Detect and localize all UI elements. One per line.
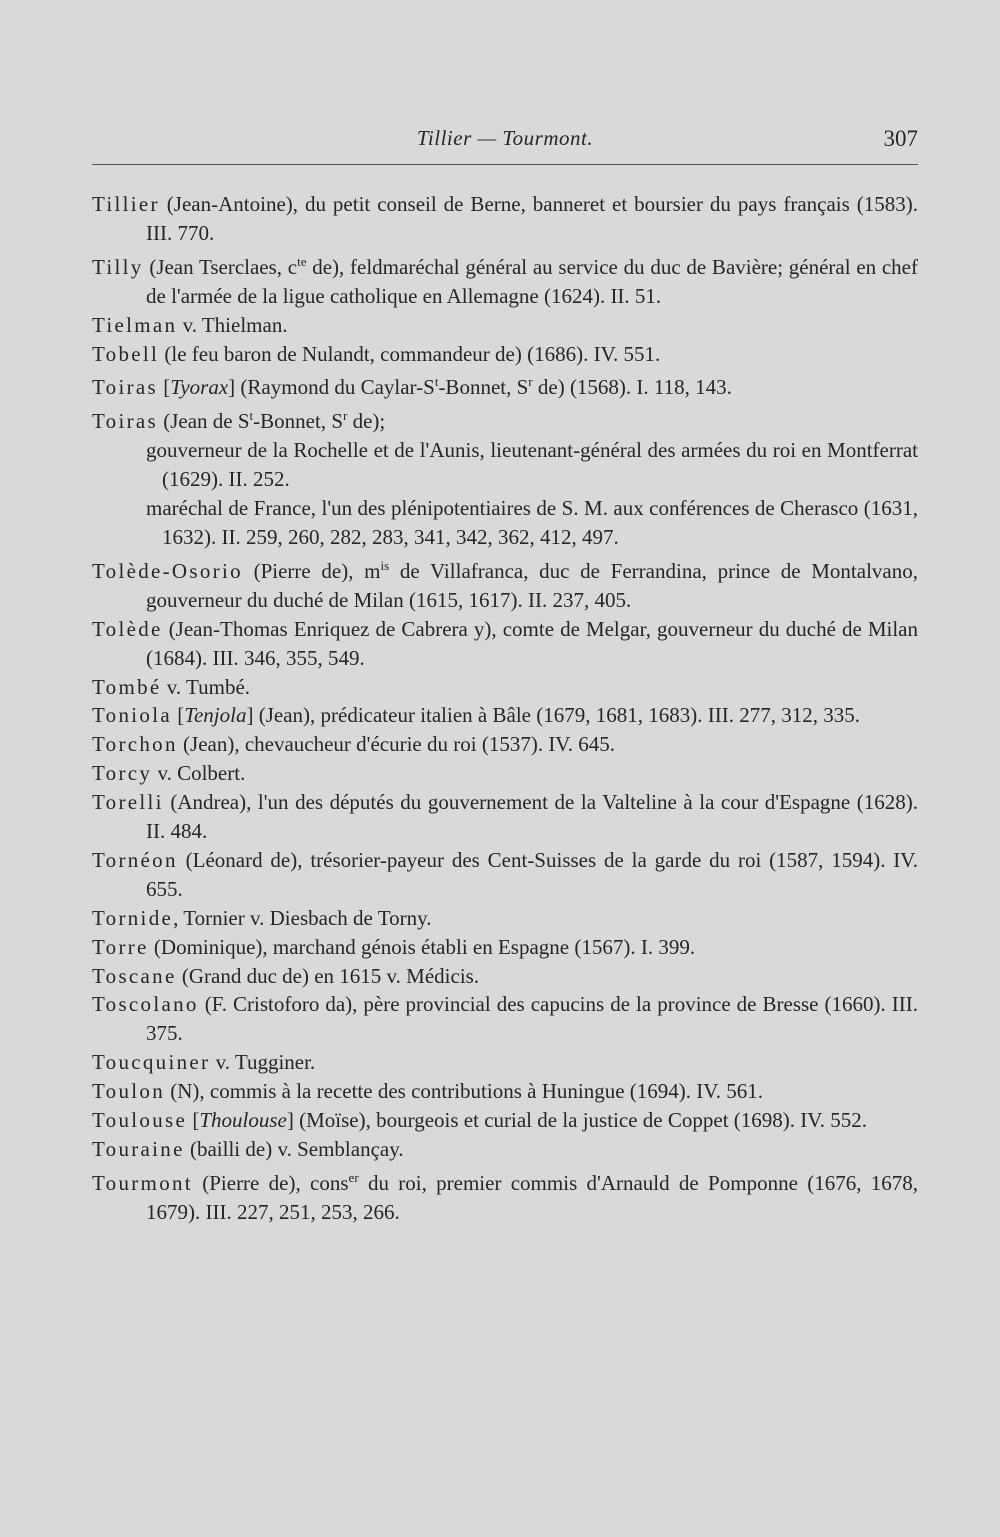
entry-headword: Toulon	[92, 1079, 165, 1104]
index-entry	[92, 788, 918, 846]
entry-headword: Toulouse	[92, 1108, 188, 1133]
entry-headword: Tornide	[92, 905, 174, 930]
entry-text: (Pierre de), m	[242, 558, 381, 583]
sub-entry: maréchal de France, l'un des plénipotentiaires de S. M. aux conférences de Cherasco (1631, 1632). II. 259, 260, 282, 283, 341, 342, 362, 412, 497.	[146, 496, 918, 549]
entry-headword: Torchon	[92, 732, 178, 757]
entry-headword: Toiras	[92, 409, 158, 434]
entry-text: de);	[347, 409, 386, 434]
entry-text: (Grand duc de) en 1615 v. Médicis.	[176, 963, 480, 988]
entry-text: (bailli de) v. Semblançay.	[184, 1137, 404, 1161]
index-entry	[92, 1135, 918, 1164]
entry-text: , Tornier v. Diesbach de Torny.	[173, 905, 432, 930]
index-entry	[92, 248, 918, 311]
entry-headword: Torelli	[92, 790, 164, 815]
entry-text: (Andrea), l'un des députés du gouvernement de la Valteline à la cour d'Espagne (1628). II. 484.	[146, 790, 918, 844]
entry-text: -Bonnet, S	[438, 375, 529, 400]
entry-text: (Léonard de), trésorier-payeur des Cent-Suisses de la garde du roi (1587, 1594). IV. 655.	[146, 847, 918, 901]
running-header	[92, 124, 918, 165]
entry-text: (Jean), prédicateur italien à Bâle (1679, 1681, 1683). III. 277, 312, 335.	[253, 703, 860, 728]
entry-text: v. Tumbé.	[161, 674, 251, 699]
entry-text: (Moïse), bourgeois et curial de la justice de Coppet (1698). IV. 552.	[293, 1108, 867, 1133]
entry-text: (Jean de S	[157, 409, 250, 434]
entry-text: (Pierre de), cons	[192, 1170, 349, 1195]
entry-text: du roi, premier commis d'Arnauld de Pomponne (1676, 1678, 1679). III. 227, 251, 253, 266.	[146, 1170, 918, 1224]
index-entry	[92, 673, 918, 702]
entry-superscript: r	[343, 408, 348, 424]
index-entry	[92, 904, 918, 933]
entry-text: (Jean-Antoine), du petit conseil de Berne, banneret et boursier du pays français (1583). III. 770.	[146, 192, 918, 245]
entry-headword: Torcy	[92, 761, 153, 786]
entry-text: v. Tugginer.	[210, 1050, 316, 1075]
index-entry	[92, 1164, 918, 1227]
entry-text: de) (1568). I. 118, 143.	[532, 375, 732, 400]
entry-headword: Tilly	[92, 254, 144, 279]
entry-text: (N), commis à la recette des contributions à Huningue (1694). IV. 561.	[165, 1079, 763, 1104]
entry-alias: Tyorax	[170, 375, 229, 400]
index-entry	[92, 552, 918, 615]
entry-headword: Tolède	[92, 616, 163, 641]
entry-superscript: t	[434, 374, 439, 390]
index-entry	[92, 962, 918, 991]
index-entries	[92, 190, 918, 1227]
entry-text: v. Colbert.	[152, 761, 246, 786]
index-entry	[92, 1048, 918, 1077]
index-entry	[92, 340, 918, 369]
page-number: 307	[883, 126, 918, 151]
index-entry: Toiras [Tyorax] (Raymond du Caylar-$S^t$-Bonnet, $S^r$ de) (1568). I. 118, 143.	[92, 374, 732, 400]
index-entry	[92, 311, 918, 340]
sub-entries	[92, 436, 918, 552]
sub-entry: gouverneur de la Rochelle et de l'Aunis, lieutenant-général des armées du roi en Montferrat (1629). II. 252.	[146, 438, 918, 492]
entry-alias: Tenjola	[184, 703, 247, 728]
entry-text: (Jean-Thomas Enriquez de Cabrera y), comte de Melgar, gouverneur du duché de Milan (1684). III. 346, 355, 549.	[146, 616, 918, 670]
entry-text: de), feldmaréchal général au service du duc de Bavière; général en chef de l'armée de la ligue catholique en Allemagne (1624). II. 51.	[146, 254, 918, 308]
entry-headword: Toucquiner	[92, 1050, 211, 1075]
entry-text: (Dominique), marchand génois établi en Espagne (1567). I. 399.	[148, 934, 696, 959]
entry-text: de Villafranca, duc de Ferrandina, prince de Montalvano, gouverneur du duché de Milan (1615, 1617). II. 237, 405.	[146, 558, 918, 612]
entry-alias: Thoulouse	[199, 1108, 287, 1133]
index-entry	[92, 402, 918, 436]
entry-superscript: er	[348, 1169, 359, 1185]
entry-headword: Tornéon	[92, 847, 178, 872]
entry-text: v. Thielman.	[177, 312, 288, 337]
entry-superscript: t	[249, 408, 254, 424]
entry-headword: Tourmont	[92, 1170, 193, 1195]
entry-headword: Tolède-Osorio	[92, 558, 243, 583]
entry-text: (Raymond du Caylar-S	[235, 375, 435, 400]
index-entry	[92, 615, 918, 673]
entry-headword: Toscolano	[92, 992, 199, 1017]
entry-text: (le feu baron de Nulandt, commandeur de) (1686). IV. 551.	[159, 341, 661, 366]
entry-superscript: r	[528, 374, 533, 390]
header-title: Tillier — Tourmont.	[416, 126, 594, 150]
entry-superscript: is	[380, 557, 390, 573]
entry-headword: Toscane	[92, 963, 177, 988]
entry-text: -Bonnet, S	[253, 409, 344, 434]
entry-text: (F. Cristoforo da), père provincial des capucins de la province de Bresse (1660). III. 375.	[146, 992, 918, 1046]
entry-headword: Tobell	[92, 341, 160, 366]
index-entry	[92, 190, 918, 248]
entry-text: (Jean), chevaucheur d'écurie du roi (1537). IV. 645.	[177, 732, 616, 757]
entry-headword: Toiras	[92, 375, 158, 400]
index-entry	[92, 1077, 918, 1106]
entry-headword: Torre	[92, 934, 149, 959]
index-entry	[92, 846, 918, 904]
index-entry: Toniola [Tenjola] (Jean), prédicateur italien à Bâle (1679, 1681, 1683). III. 277, 312, 335.	[92, 703, 860, 728]
entry-headword: Tillier	[92, 192, 160, 216]
index-entry: Toulouse [Thoulouse] (Moïse), bourgeois et curial de la justice de Coppet (1698). IV. 552.	[92, 1108, 867, 1133]
entry-headword: Touraine	[92, 1137, 185, 1161]
entry-superscript: te	[297, 253, 307, 269]
entry-text: (Jean Tserclaes, c	[143, 254, 298, 279]
entry-headword: Tombé	[92, 674, 162, 699]
entry-headword: Tielman	[92, 312, 178, 337]
index-entry	[92, 933, 918, 962]
index-entry	[92, 730, 918, 759]
index-entry	[92, 990, 918, 1048]
entry-headword: Toniola	[92, 703, 172, 728]
index-entry	[92, 759, 918, 788]
